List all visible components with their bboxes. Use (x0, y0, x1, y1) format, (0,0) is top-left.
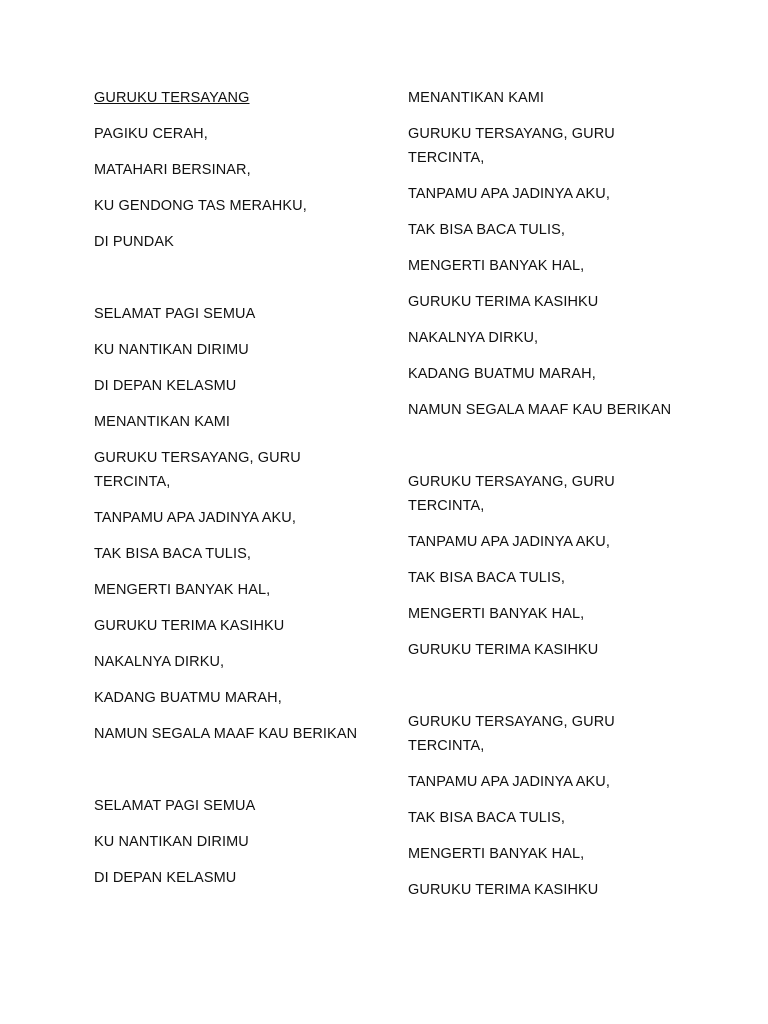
lyric-line: MATAHARI BERSINAR, (94, 162, 251, 178)
lyric-line: TANPAMU APA JADINYA AKU, (94, 510, 296, 526)
left-column (94, 86, 364, 902)
lyric-line: GURUKU TERSAYANG, GURU TERCINTA, (408, 474, 615, 514)
lyric-line: NAMUN SEGALA MAAF KAU BERIKAN (94, 726, 358, 742)
lyric-line: GURUKU TERIMA KASIHKU (408, 294, 599, 310)
lyric-line: TAK BISA BACA TULIS, (408, 570, 565, 586)
lyric-line: TAK BISA BACA TULIS, (408, 810, 565, 826)
lyric-line: MENGERTI BANYAK HAL, (408, 846, 585, 862)
lyric-line: TAK BISA BACA TULIS, (408, 222, 565, 238)
stanza-break (94, 758, 364, 794)
lyric-line: KADANG BUATMU MARAH, (408, 366, 596, 382)
lyric-line: TAK BISA BACA TULIS, (94, 546, 251, 562)
lyric-line: DI PUNDAK (94, 234, 174, 250)
lyric-line: MENGERTI BANYAK HAL, (408, 606, 585, 622)
lyric-line: MENGERTI BANYAK HAL, (94, 582, 271, 598)
stanza-break (408, 434, 678, 470)
lyric-line: MENANTIKAN KAMI (94, 414, 231, 430)
lyric-line: DI DEPAN KELASMU (94, 378, 237, 394)
lyric-line: KU NANTIKAN DIRIMU (94, 834, 249, 850)
lyric-line: GURUKU TERSAYANG, GURU TERCINTA, (408, 714, 615, 754)
lyric-line: KU NANTIKAN DIRIMU (94, 342, 249, 358)
lyric-line: NAKALNYA DIRKU, (94, 654, 225, 670)
song-title: GURUKU TERSAYANG (94, 90, 250, 106)
lyric-line: PAGIKU CERAH, (94, 126, 208, 142)
lyric-line: GURUKU TERIMA KASIHKU (94, 618, 285, 634)
lyric-line: TANPAMU APA JADINYA AKU, (408, 534, 610, 550)
lyric-line: GURUKU TERIMA KASIHKU (408, 882, 599, 898)
stanza-break (94, 266, 364, 302)
lyric-line: SELAMAT PAGI SEMUA (94, 306, 256, 322)
lyric-line: GURUKU TERIMA KASIHKU (408, 642, 599, 658)
lyric-line: NAMUN SEGALA MAAF KAU BERIKAN (408, 402, 672, 418)
lyric-line: MENANTIKAN KAMI (408, 90, 545, 106)
right-column (408, 86, 678, 914)
lyric-line: TANPAMU APA JADINYA AKU, (408, 186, 610, 202)
lyric-line: KU GENDONG TAS MERAHKU, (94, 198, 307, 214)
lyric-line: GURUKU TERSAYANG, GURU TERCINTA, (94, 450, 301, 490)
lyric-line: GURUKU TERSAYANG, GURU TERCINTA, (408, 126, 615, 166)
lyric-line: KADANG BUATMU MARAH, (94, 690, 282, 706)
lyric-line: DI DEPAN KELASMU (94, 870, 237, 886)
lyric-line: SELAMAT PAGI SEMUA (94, 798, 256, 814)
lyric-line: MENGERTI BANYAK HAL, (408, 258, 585, 274)
lyric-line: TANPAMU APA JADINYA AKU, (408, 774, 610, 790)
lyric-line: NAKALNYA DIRKU, (408, 330, 539, 346)
stanza-break (408, 674, 678, 710)
